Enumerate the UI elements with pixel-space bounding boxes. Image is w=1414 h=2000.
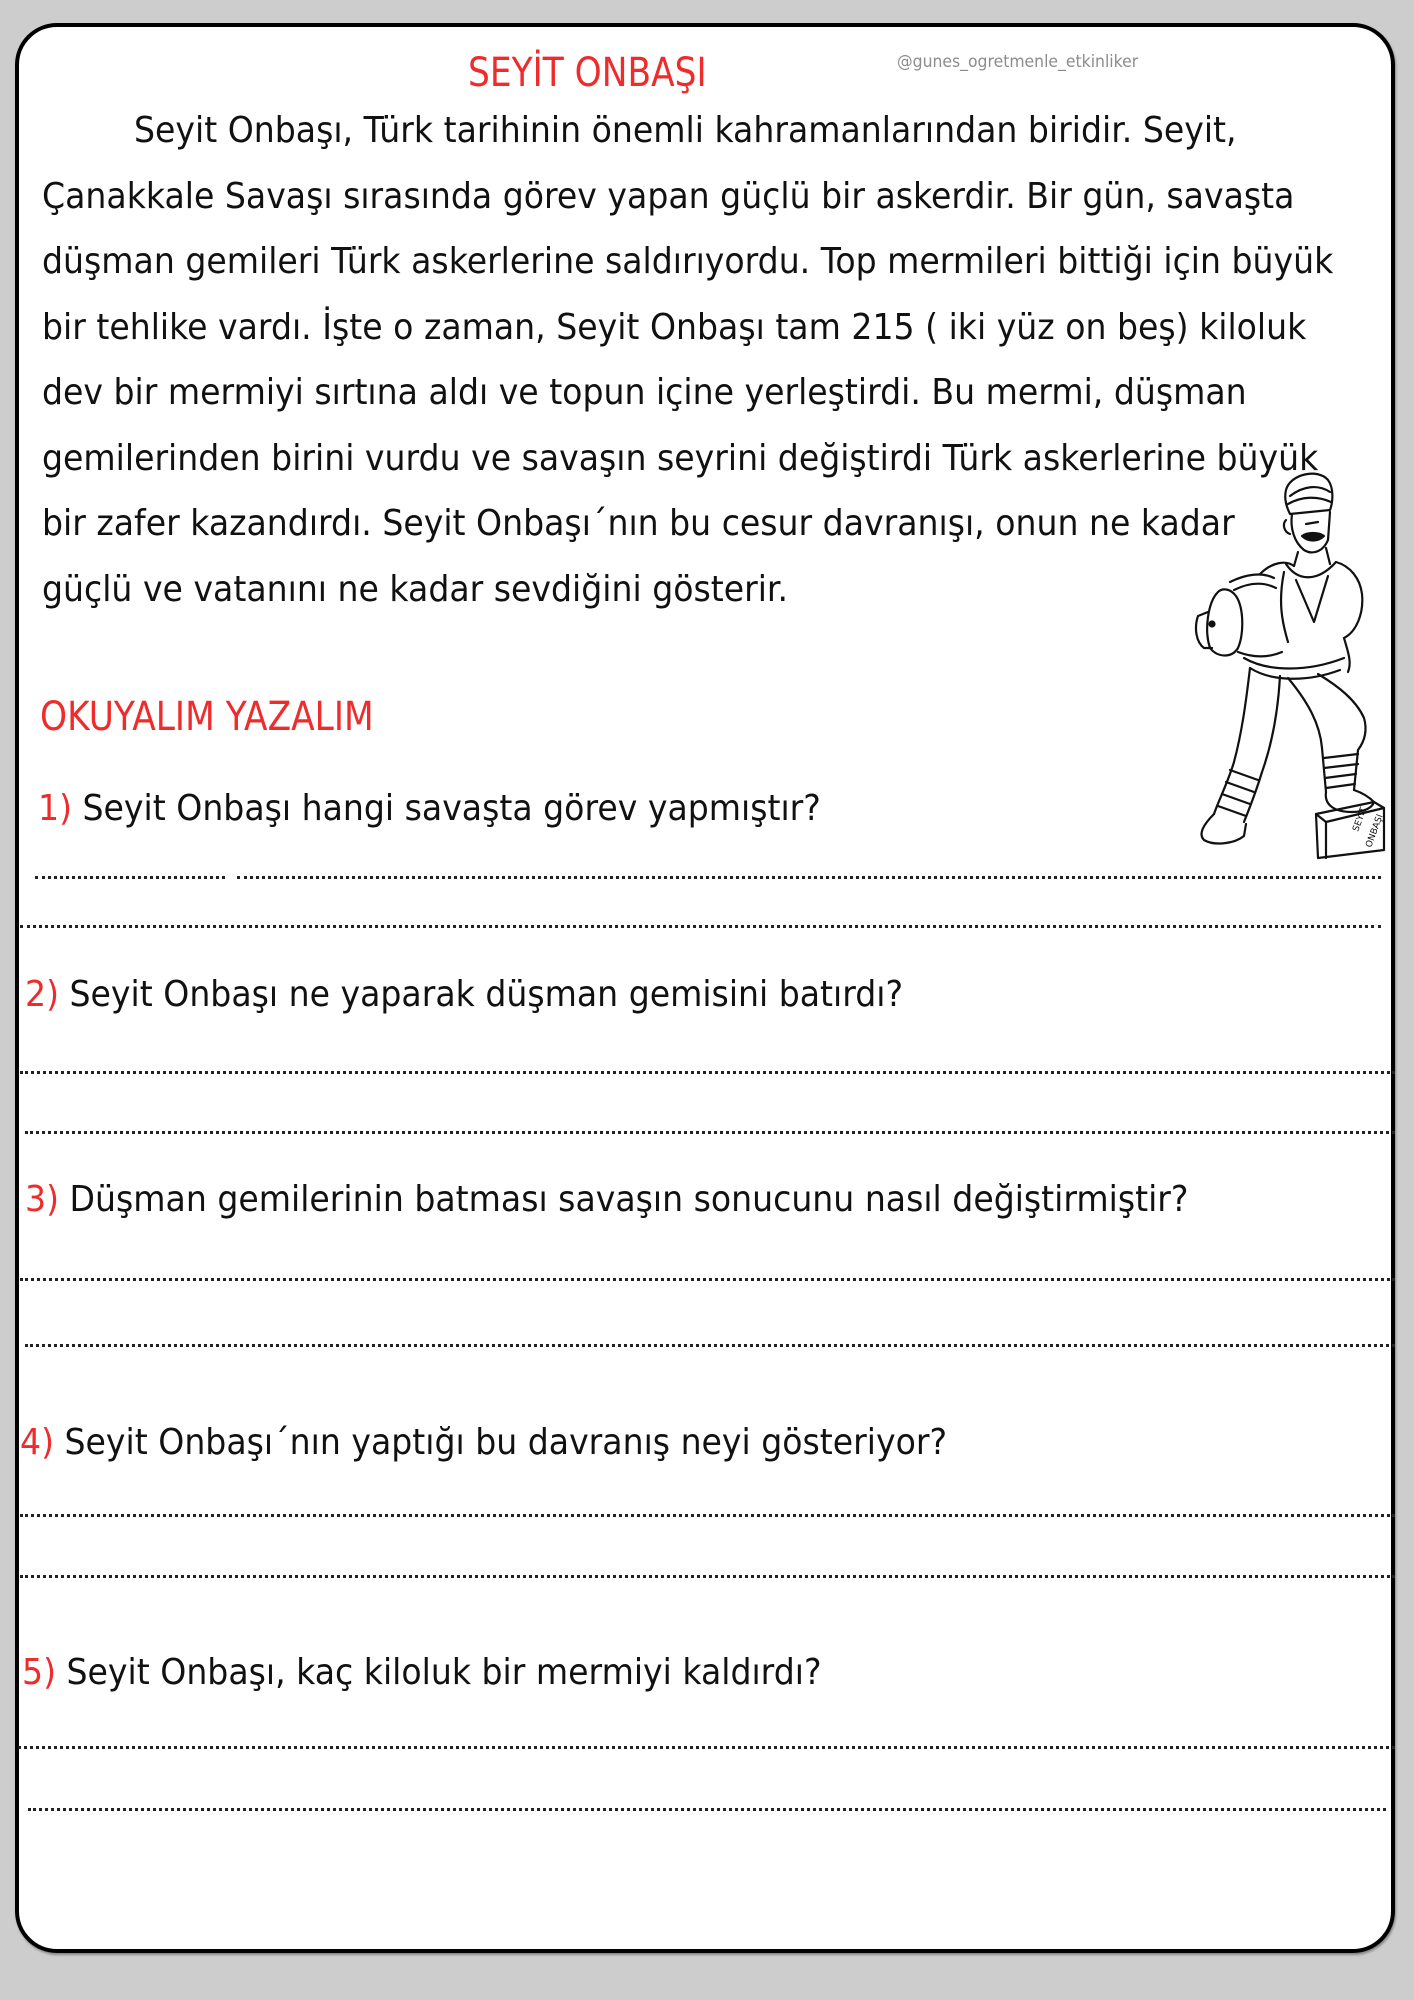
story-line: Çanakkale Savaşı sırasında görev yapan güçlü bir askerdir. Bir gün, savaşta [42,175,1295,217]
question-text: Seyit Onbaşı, kaç kiloluk bir mermiyi kaldırdı? [66,1652,822,1693]
story-line: dev bir mermiyi sırtına aldı ve topun içine yerleştirdi. Bu mermi, düşman [42,372,1247,413]
answer-line-2b[interactable] [25,1131,1395,1134]
question-number: 3) [25,1179,59,1220]
answer-line-1a[interactable] [35,876,225,879]
answer-line-2a[interactable] [20,1071,1395,1074]
question-number: 2) [25,974,59,1015]
soldier-illustration [1168,462,1388,862]
story-paragraph [42,98,1332,622]
question-5 [22,1650,822,1696]
question-text: Seyit Onbaşı ne yaparak düşman gemisini batırdı? [69,974,904,1015]
story-line: bir zafer kazandırdı. Seyit Onbaşı´nın bu cesur davranışı, onun ne kadar [42,503,1235,544]
answer-line-5b[interactable] [28,1808,1386,1811]
answer-line-5a[interactable] [18,1746,1395,1749]
answer-line-3a[interactable] [20,1278,1395,1281]
question-4 [20,1420,947,1466]
answer-line-4a[interactable] [20,1514,1395,1517]
question-text: Seyit Onbaşı´nın yaptığı bu davranış neyi gösteriyor? [64,1422,948,1463]
worksheet-title: SEYİT ONBAŞI [468,50,707,96]
question-number: 1) [38,788,72,829]
answer-line-1b[interactable] [237,876,1381,879]
story-line: Seyit Onbaşı, Türk tarihinin önemli kahramanlarından biridir. Seyit, [134,110,1237,151]
story-line: bir tehlike vardı. İşte o zaman, Seyit Onbaşı tam 215 ( iki yüz on beş) kiloluk [42,306,1307,348]
question-text: Seyit Onbaşı hangi savaşta görev yapmıştır? [82,788,821,829]
section-title: OKUYALIM YAZALIM [40,694,374,740]
answer-line-4b[interactable] [20,1575,1395,1578]
question-number: 5) [22,1652,56,1693]
story-line: güçlü ve vatanını ne kadar sevdiğini gösterir. [42,568,789,610]
answer-line-3b[interactable] [25,1344,1395,1347]
story-line: düşman gemileri Türk askerlerine saldırıyordu. Top mermileri bittiği için büyük [42,241,1334,282]
question-2 [25,972,903,1018]
svg-text:SEYİT: SEYİT [1351,806,1370,834]
question-1 [38,786,821,832]
story-line: gemilerinden birini vurdu ve savaşın seyrini değiştirdi Türk askerlerine büyük [42,437,1319,479]
question-number: 4) [20,1422,54,1463]
author-handle: @gunes_ogretmenle_etkinliker [897,52,1139,72]
svg-text:ONBAŞI: ONBAŞI [1364,813,1386,850]
answer-line-1c[interactable] [20,925,1381,928]
question-text: Düşman gemilerinin batması savaşın sonucunu nasıl değiştirmiştir? [69,1179,1189,1220]
question-3 [25,1177,1188,1223]
